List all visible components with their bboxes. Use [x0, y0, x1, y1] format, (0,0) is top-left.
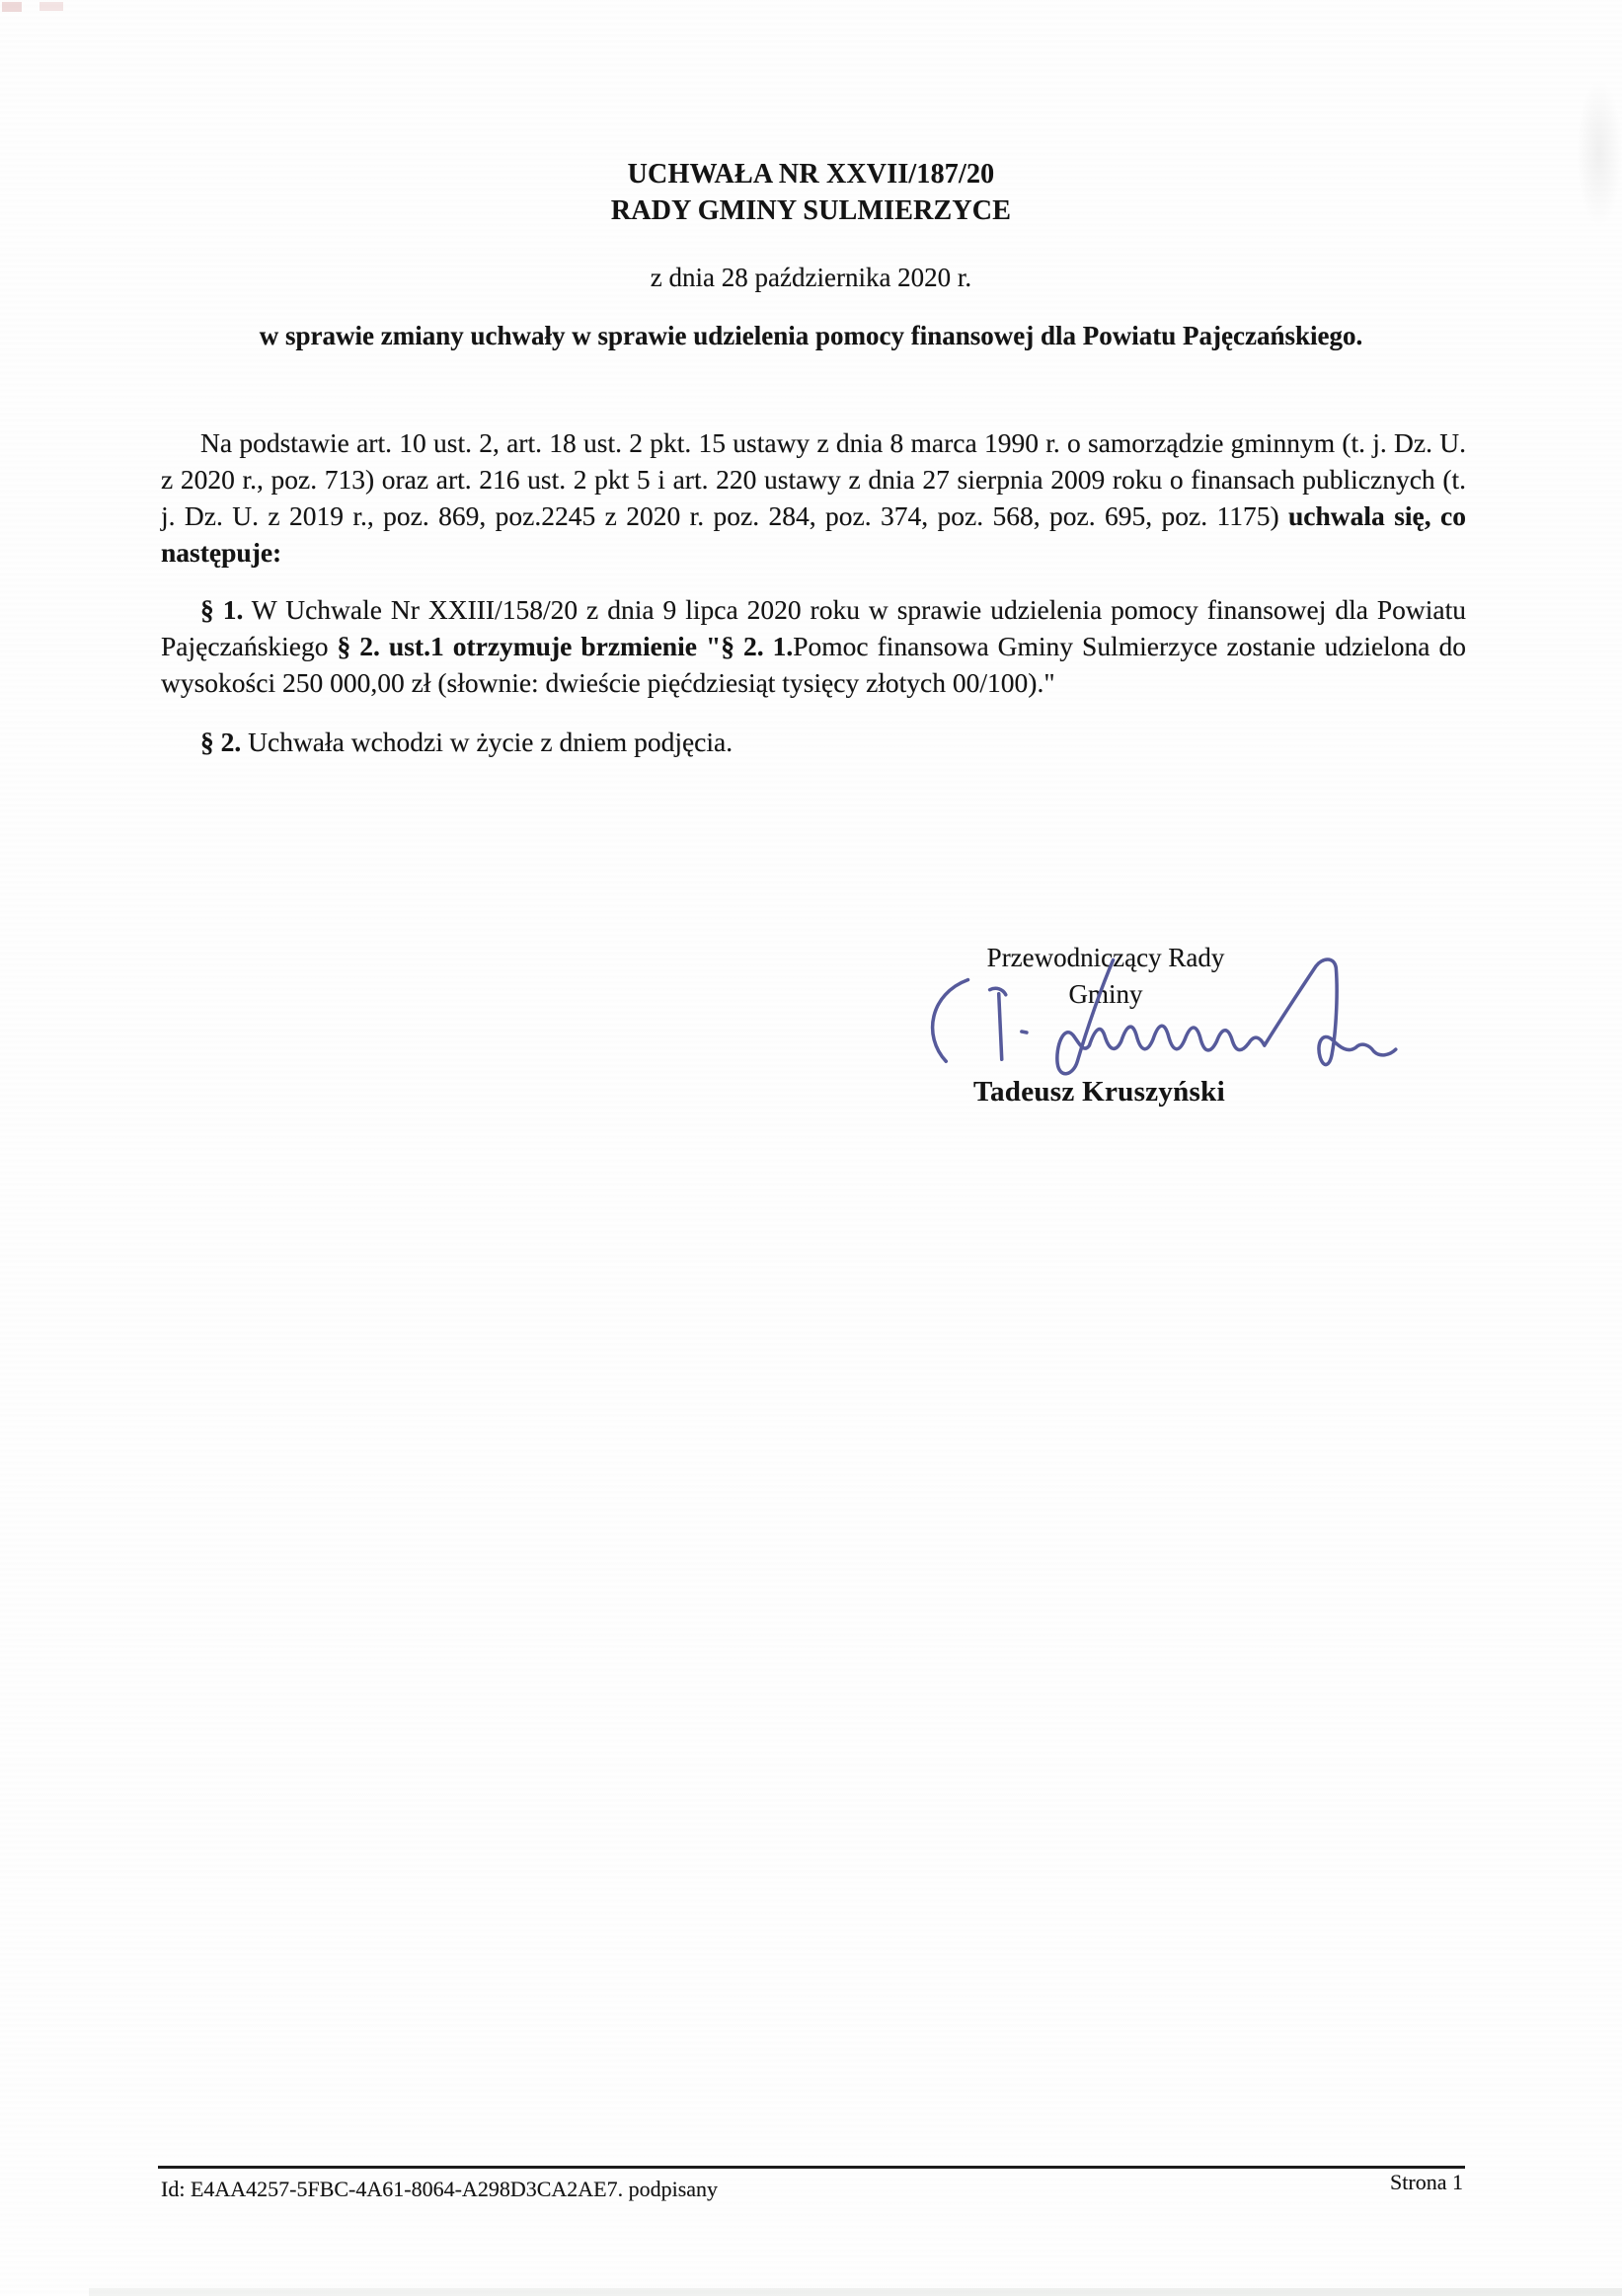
preamble-text: Na podstawie art. 10 ust. 2, art. 18 ust. 2 pkt. 15 ustawy z dnia 8 marca 1990 r. o samorządzie gminnym (t. j. Dz. U. z 2020 r., poz. 713) oraz art. 216 ust. 2 pkt 5 i art. 220 ustawy z dnia 27 sierpnia 2009 roku o finansach publicznych (t. j. Dz. U. z 2019 r., poz. 869, poz.2245 z 2020 r. poz. 284, poz. 374, poz. 568, poz. 695, poz. 1175): [161, 427, 1466, 531]
paragraph-2: [161, 724, 1466, 760]
signature-role-title: [928, 940, 1283, 1013]
preamble-enacting-clause: uchwala się, co następuje:: [161, 500, 1466, 568]
paragraph-1-text-a: W Uchwale Nr XXIII/158/20 z dnia 9 lipca 2020 roku w sprawie udzielenia pomocy finansowej dla Powiatu Pajęczańskiego: [161, 594, 1467, 661]
paragraph-2-text: Uchwała wchodzi w życie z dniem podjęcia.: [241, 727, 734, 757]
footer-page-number: Strona 1: [1390, 2170, 1463, 2194]
paragraph-1-bold-clause: § 2. ust.1 otrzymuje brzmienie "§ 2. 1.: [337, 631, 794, 661]
document-body: [161, 424, 1466, 760]
document-date: z dnia 28 października 2020 r.: [650, 263, 972, 292]
scan-artifact-top-left-1: [2, 2, 22, 12]
paragraph-1-text-c: Pomoc finansowa Gminy Sulmierzyce zostanie udzielona do wysokości 250 000,00 zł (słownie: dwieście pięćdziesiąt tysięcy złotych 00/100).": [161, 631, 1467, 698]
title-issuing-body: RADY GMINY SULMIERZYCE: [610, 195, 1012, 226]
signature-role-line1: Przewodniczący Rady: [986, 943, 1225, 972]
title-resolution-number: UCHWAŁA NR XXVII/187/20: [627, 159, 995, 190]
document-subject: w sprawie zmiany uchwały w sprawie udzielenia pomocy finansowej dla Powiatu Pajęczańskiego.: [259, 321, 1363, 350]
signatory-name: Tadeusz Kruszyński: [973, 1076, 1225, 1108]
paragraph-2-marker: § 2.: [200, 727, 242, 757]
preamble-paragraph: [161, 424, 1466, 571]
signature-role-line2: Gminy: [1068, 979, 1143, 1009]
scan-artifact-top-left-2: [39, 2, 63, 11]
paragraph-1-marker: § 1.: [200, 594, 244, 625]
scan-artifact-bottom-edge: [89, 2288, 1622, 2296]
footer-document-id: Id: E4AA4257-5FBC-4A61-8064-A298D3CA2AE7. podpisany: [161, 2177, 719, 2201]
document-title: [0, 156, 1622, 229]
paragraph-1: [161, 591, 1466, 701]
footer-divider-rule: [158, 2166, 1465, 2169]
